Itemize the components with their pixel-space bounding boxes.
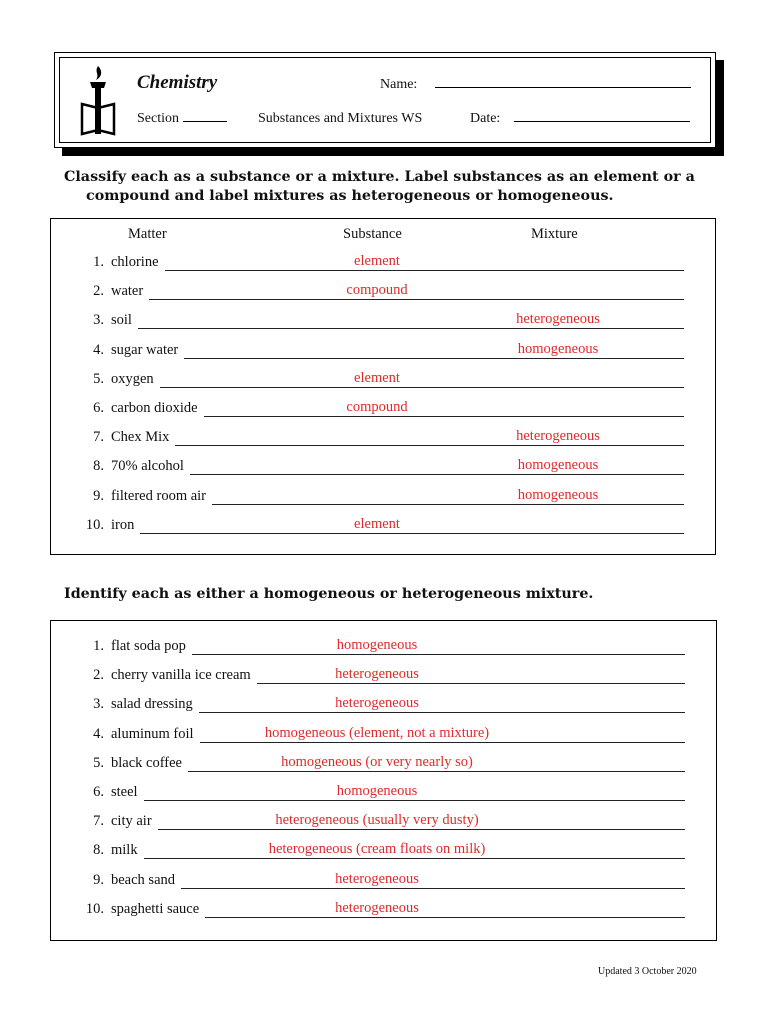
part2-answer-line[interactable]	[192, 654, 685, 655]
date-blank[interactable]	[514, 120, 690, 122]
part2-item	[0, 696, 770, 716]
part1-item	[0, 342, 770, 362]
part2-item-number: 3.	[93, 696, 104, 713]
torch-book-icon	[78, 64, 118, 142]
part2-item-number: 5.	[93, 754, 104, 771]
part1-answer: homogeneous	[517, 340, 599, 357]
part2-item-number: 8.	[93, 842, 104, 859]
part1-item-number: 10.	[85, 516, 104, 533]
part2-answer-line[interactable]	[158, 829, 685, 830]
part2-instructions: Identify each as either a homogeneous or heterogeneous mixture.	[64, 586, 594, 602]
part1-instructions	[64, 168, 695, 206]
part2-item-label: city air	[111, 813, 152, 830]
part1-item-label: oxygen	[111, 370, 154, 387]
part1-item	[0, 488, 770, 508]
part1-answer-line[interactable]	[149, 299, 684, 300]
part1-answer: compound	[346, 282, 408, 299]
part2-answer: homogeneous	[336, 637, 418, 653]
part2-item-number: 10.	[85, 900, 104, 917]
part2-item-label: spaghetti sauce	[111, 900, 200, 917]
part2-answer: heterogeneous (cream floats on milk)	[268, 841, 486, 858]
part1-item-label: soil	[111, 312, 132, 329]
part2-item-label: milk	[111, 842, 138, 859]
part1-item-label: water	[111, 283, 144, 300]
part2-answer-line[interactable]	[257, 683, 685, 684]
part2-answer-line[interactable]	[144, 800, 685, 801]
part1-item	[0, 458, 770, 478]
part1-answer-line[interactable]	[160, 387, 684, 388]
part1-answer: homogeneous	[517, 457, 599, 474]
part1-item-label: carbon dioxide	[111, 400, 198, 416]
footer-updated: Updated 3 October 2020	[598, 966, 697, 977]
part2-answer: heterogeneous (usually very dusty)	[275, 812, 479, 829]
part1-item	[0, 429, 770, 449]
part1-item	[0, 312, 770, 332]
part1-item-label: Chex Mix	[111, 429, 170, 446]
matter-header: Matter	[128, 226, 167, 242]
part1-item	[0, 371, 770, 391]
part1-item-label: chlorine	[111, 254, 159, 270]
part1-item-number: 2.	[93, 283, 104, 300]
part1-answer: element	[354, 369, 400, 386]
part2-item	[0, 872, 770, 892]
date-field[interactable]	[470, 111, 690, 127]
section-label: Section	[137, 111, 179, 126]
part1-item-label: filtered room air	[111, 487, 207, 504]
part2-item-number: 4.	[93, 725, 104, 742]
mixture-header: Mixture	[531, 226, 578, 242]
part2-answer-line[interactable]	[181, 888, 685, 889]
part1-answer: heterogeneous	[516, 428, 600, 445]
part1-answer: homogeneous	[517, 486, 599, 503]
part2-item-number: 7.	[93, 813, 104, 830]
part2-item-label: flat soda pop	[111, 638, 186, 654]
part2-item-number: 1.	[93, 638, 104, 654]
section-field[interactable]	[137, 111, 227, 127]
part1-answer-line[interactable]	[184, 358, 684, 359]
part1-item-label: 70% alcohol	[111, 458, 184, 475]
part2-answer: heterogeneous	[335, 666, 419, 683]
part2-item-number: 2.	[93, 667, 104, 684]
part2-item	[0, 667, 770, 687]
date-label: Date:	[470, 111, 501, 126]
part1-instructions-line1: Classify each as a substance or a mixture. Label substances as an element or a	[64, 169, 695, 185]
part1-answer: compound	[346, 399, 408, 415]
part1-item-label: sugar water	[111, 341, 179, 358]
part1-item-number: 4.	[93, 341, 104, 358]
part2-item-number: 9.	[93, 871, 104, 888]
part2-item-label: steel	[111, 784, 138, 800]
part2-answer-line[interactable]	[200, 742, 685, 743]
part2-answer-line[interactable]	[144, 858, 685, 859]
part2-item	[0, 901, 770, 921]
part1-item	[0, 400, 770, 420]
substance-header: Substance	[343, 226, 402, 242]
part2-answer-line[interactable]	[205, 917, 685, 918]
name-blank[interactable]	[435, 86, 691, 88]
part2-answer: homogeneous	[336, 783, 418, 799]
part2-answer: heterogeneous	[335, 870, 419, 887]
part1-item-number: 5.	[93, 370, 104, 387]
part1-item-number: 6.	[93, 400, 104, 416]
worksheet-title: Substances and Mixtures WS	[258, 111, 423, 126]
part2-item-label: salad dressing	[111, 696, 193, 713]
part2-item-label: black coffee	[111, 754, 182, 771]
part1-answer-line[interactable]	[138, 328, 684, 329]
part2-item-label: aluminum foil	[111, 725, 194, 742]
part2-item	[0, 784, 770, 804]
part1-answer-line[interactable]	[212, 504, 684, 505]
part1-answer: element	[354, 253, 400, 269]
part2-item-number: 6.	[93, 784, 104, 800]
part2-answer-line[interactable]	[188, 771, 685, 772]
part2-answer: homogeneous (element, not a mixture)	[264, 724, 490, 741]
part1-answer: heterogeneous	[516, 311, 600, 328]
part1-answer-line[interactable]	[190, 474, 684, 475]
part2-item	[0, 726, 770, 746]
part1-answer-line[interactable]	[204, 416, 684, 417]
part1-item-label: iron	[111, 516, 135, 533]
course-title: Chemistry	[137, 72, 218, 93]
header-inner-border	[59, 57, 711, 143]
part1-answer: element	[354, 515, 400, 532]
part1-answer-line[interactable]	[175, 445, 684, 446]
part2-item-label: cherry vanilla ice cream	[111, 667, 251, 684]
part1-item	[0, 517, 770, 537]
name-label: Name:	[380, 77, 418, 92]
part2-answer: homogeneous (or very nearly so)	[281, 753, 473, 770]
part1-answer-line[interactable]	[165, 270, 684, 271]
part1-instructions-line2: compound and label mixtures as heterogeneous or homogeneous.	[86, 188, 614, 204]
part1-item-number: 8.	[93, 458, 104, 475]
part1-item-number: 3.	[93, 312, 104, 329]
part1-item	[0, 254, 770, 274]
part1-item-number: 9.	[93, 487, 104, 504]
part1-item-number: 1.	[93, 254, 104, 270]
name-field[interactable]	[380, 77, 691, 93]
part2-answer-line[interactable]	[199, 712, 685, 713]
part2-answer: heterogeneous	[335, 695, 419, 712]
part2-item	[0, 638, 770, 658]
part1-item-number: 7.	[93, 429, 104, 446]
part2-item	[0, 842, 770, 862]
worksheet-header	[54, 52, 716, 148]
part2-answer: heterogeneous	[335, 899, 419, 916]
part2-item	[0, 755, 770, 775]
part1-item	[0, 283, 770, 303]
section-blank[interactable]	[183, 120, 227, 122]
part2-item	[0, 813, 770, 833]
part1-answer-line[interactable]	[140, 533, 684, 534]
part2-item-label: beach sand	[111, 871, 176, 888]
